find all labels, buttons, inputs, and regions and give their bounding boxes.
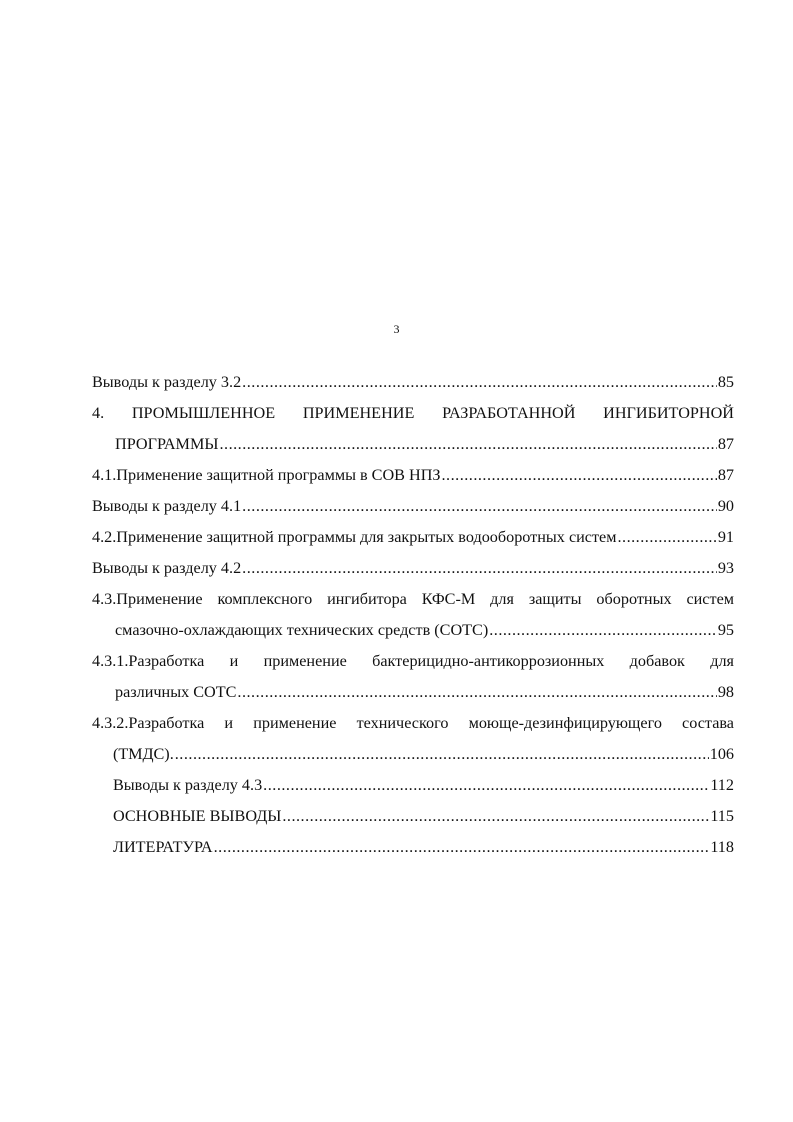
toc-entry-title: 4.1.Применение защитной программы в СОВ НПЗ — [92, 466, 441, 484]
toc-entry-title-line2: (ТМДС). — [113, 745, 174, 763]
toc-entry — [92, 429, 734, 460]
dot-leader — [175, 739, 709, 770]
toc-entry-title: Выводы к разделу 4.2 — [92, 559, 242, 577]
toc-entry — [92, 553, 734, 584]
dot-leader — [219, 429, 716, 460]
toc-entry — [92, 615, 734, 646]
toc-entry — [92, 677, 734, 708]
toc-entry-page: 93 — [717, 559, 734, 577]
toc-entry-title: Выводы к разделу 4.1 — [92, 497, 242, 515]
dot-leader — [242, 367, 717, 398]
page-number: 3 — [393, 322, 400, 336]
toc-entry-title-line1: 4. ПРОМЫШЛЕННОЕ ПРИМЕНЕНИЕ РАЗРАБОТАННОЙ ИНГИБИТОРНОЙ — [92, 404, 734, 422]
toc-entry-title: Выводы к разделу 4.3 — [113, 776, 263, 794]
toc-entry-title-line2: ПРОГРАММЫ — [115, 435, 219, 453]
dot-leader — [263, 770, 709, 801]
toc-entry — [92, 491, 734, 522]
toc-entry — [92, 832, 734, 863]
toc-entry — [92, 770, 734, 801]
toc-entry-title-line1: 4.3.Применение комплексного ингибитора КФС-М для защиты оборотных систем — [92, 590, 734, 608]
toc-entry-title-line1: 4.3.2.Разработка и применение технического моюще-дезинфицирующего состава — [92, 714, 734, 732]
toc-entry — [92, 460, 734, 491]
toc-entry — [92, 522, 734, 553]
toc-entry-page: 90 — [717, 497, 734, 515]
toc-entry-page: 112 — [710, 776, 734, 794]
toc-entry-page: 87 — [717, 435, 734, 453]
table-of-contents — [92, 367, 734, 863]
toc-entry-title-line2: различных СОТС — [115, 683, 237, 701]
toc-entry-page: 115 — [710, 807, 734, 825]
toc-entry-title: 4.2.Применение защитной программы для закрытых водооборотных систем — [92, 528, 617, 546]
dot-leader — [489, 615, 717, 646]
toc-entry-page: 91 — [717, 528, 734, 546]
toc-entry-title: Выводы к разделу 3.2 — [92, 373, 242, 391]
toc-entry-title: ЛИТЕРАТУРА — [113, 838, 213, 856]
toc-entry — [92, 739, 734, 770]
toc-entry — [92, 801, 734, 832]
toc-entry-page: 85 — [717, 373, 734, 391]
dot-leader — [242, 491, 717, 522]
toc-entry-page: 118 — [710, 838, 734, 856]
dot-leader — [242, 553, 717, 584]
toc-entry — [92, 367, 734, 398]
dot-leader — [442, 460, 717, 491]
toc-entry-page: 95 — [717, 621, 734, 639]
toc-entry-title: ОСНОВНЫЕ ВЫВОДЫ — [113, 807, 282, 825]
toc-entry-page: 98 — [717, 683, 734, 701]
toc-entry-page: 106 — [709, 745, 734, 763]
dot-leader — [214, 832, 710, 863]
toc-entry-title-line2: смазочно-охлаждающих технических средств (СОТС) — [115, 621, 489, 639]
toc-entry-title-line1: 4.3.1.Разработка и применение бактерицидно-антикоррозионных добавок для — [92, 652, 734, 670]
dot-leader — [282, 801, 709, 832]
toc-entry-page: 87 — [717, 466, 734, 484]
dot-leader — [237, 677, 716, 708]
dot-leader — [617, 522, 716, 553]
